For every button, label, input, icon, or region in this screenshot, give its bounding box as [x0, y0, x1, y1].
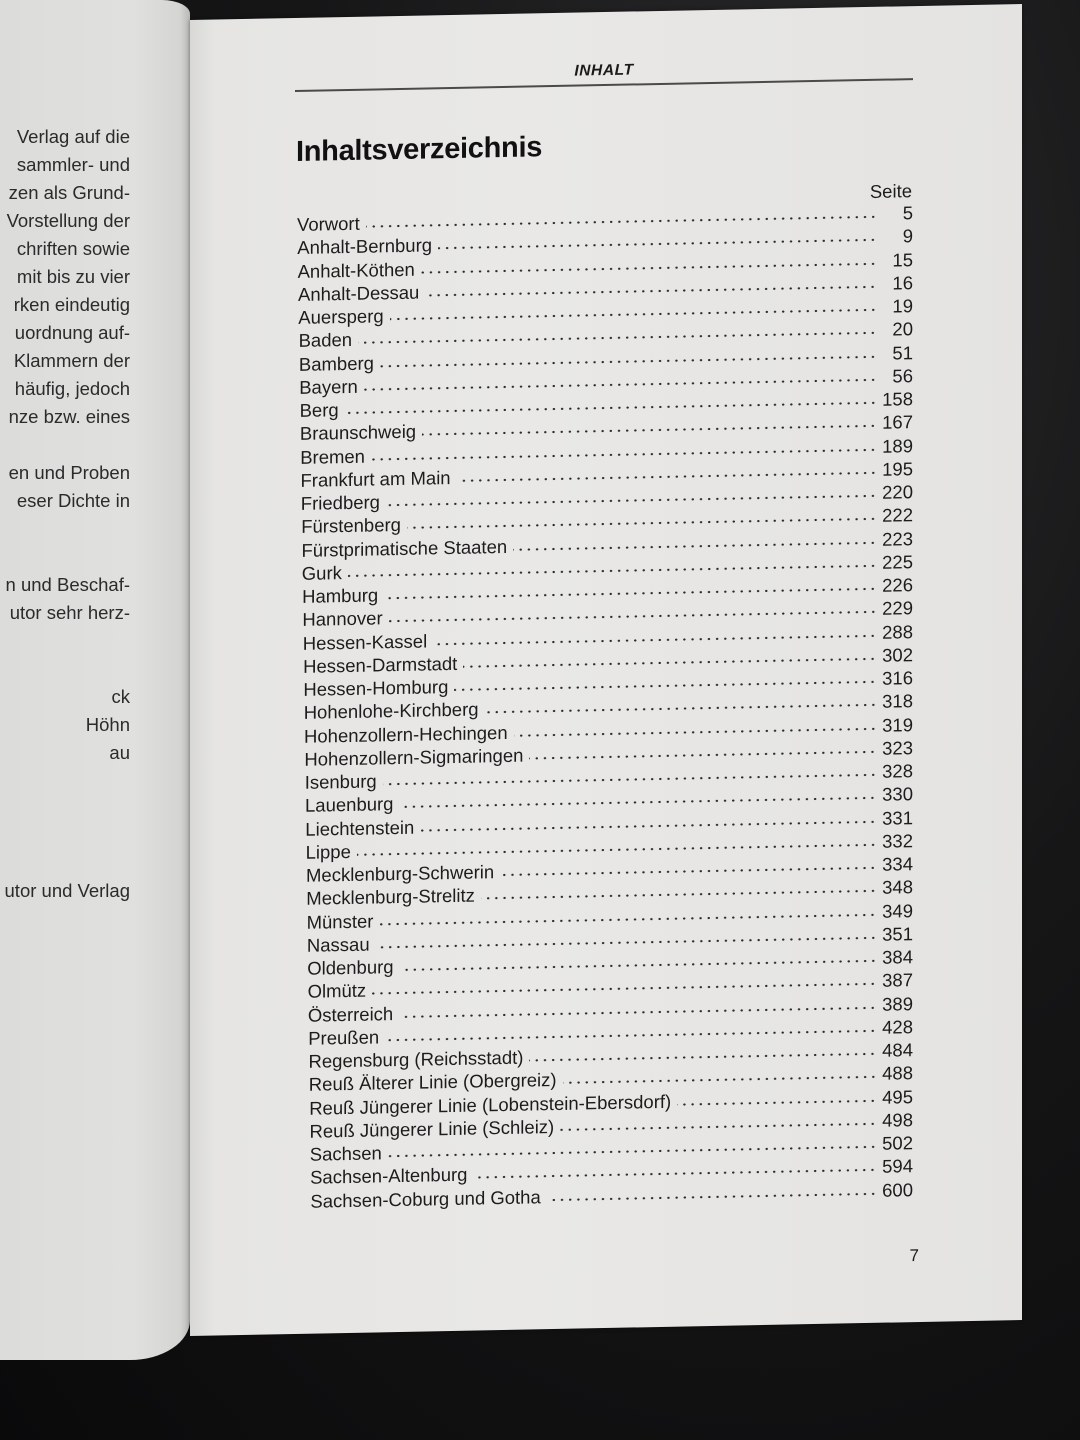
toc-entry-page: 225 — [882, 550, 913, 573]
toc-entry-label: Hessen-Kassel — [302, 629, 428, 654]
toc-entry-page: 389 — [882, 992, 913, 1015]
dot-leader — [529, 1051, 877, 1064]
dot-leader — [560, 1121, 877, 1133]
toc-entry-label: Bremen — [300, 445, 365, 468]
toc-entry-page: 332 — [882, 829, 913, 852]
toc-entry-page: 9 — [902, 225, 913, 247]
toc-entry-page: 348 — [882, 876, 913, 898]
toc-entry-page: 384 — [882, 946, 913, 968]
toc-entry-label: Anhalt-Bernburg — [297, 234, 433, 259]
left-page-line: nze bzw. eines — [8, 406, 130, 427]
toc-entry-page: 331 — [882, 806, 913, 829]
toc-entry-label: Bayern — [299, 375, 358, 398]
left-page-line: ck — [111, 686, 130, 707]
left-page-line: uordnung auf- — [14, 322, 130, 343]
toc-entry-label: Oldenburg — [307, 956, 394, 979]
toc-entry-label: Preußen — [308, 1026, 380, 1049]
toc-entry-page: 226 — [882, 574, 913, 596]
toc-entry-page: 387 — [882, 969, 913, 991]
left-page-line: rken eindeutig — [13, 294, 130, 315]
toc-entry-label: Hohenzollern-Hechingen — [304, 721, 508, 747]
toc-entry-label: Lauenburg — [305, 793, 394, 817]
toc-entry-page: 323 — [882, 736, 913, 759]
toc-entry-page: 316 — [882, 667, 913, 689]
toc-entry-label: Frankfurt am Main — [300, 466, 451, 491]
dot-leader — [454, 679, 877, 693]
toc-entry-label: Mecklenburg-Schwerin — [306, 861, 495, 886]
toc-entry-page: 351 — [882, 922, 913, 945]
dot-leader — [513, 539, 877, 552]
left-page-line: häufig, jedoch — [14, 378, 130, 399]
toc-entry-page: 334 — [882, 853, 913, 875]
toc-entry-label: Reuß Älterer Linie (Obergreiz) — [308, 1069, 557, 1095]
toc-entry-label: Friedberg — [300, 491, 380, 514]
left-page-line: n und Beschaf- — [5, 574, 130, 595]
dot-leader — [481, 888, 877, 902]
toc-list — [297, 202, 913, 1214]
dot-leader — [529, 749, 877, 762]
left-page-line: au — [109, 742, 130, 763]
toc-entry-label: Hessen-Darmstadt — [303, 652, 458, 677]
page-title: Inhaltsverzeichnis — [296, 131, 543, 168]
toc-entry-page: 328 — [882, 760, 913, 782]
right-book-page — [190, 4, 1022, 1336]
toc-entry-label: Sachsen — [309, 1142, 382, 1165]
toc-entry-page: 15 — [892, 248, 913, 271]
toc-entry-label: Hamburg — [302, 584, 379, 607]
toc-entry-label: Hohenzollern-Sigmaringen — [304, 744, 524, 770]
toc-entry-label: Hohenlohe-Kirchberg — [303, 698, 479, 724]
toc-entry-label: Bamberg — [298, 351, 374, 375]
dot-leader — [485, 702, 877, 716]
toc-entry-page: 195 — [882, 457, 913, 480]
toc-entry-page: 158 — [882, 388, 913, 410]
toc-entry-label: Sachsen-Coburg und Gotha — [310, 1185, 541, 1212]
toc-entry-label: Anhalt-Dessau — [298, 281, 420, 305]
toc-entry-label: Hannover — [302, 607, 383, 631]
left-page-line: zen als Grund- — [8, 182, 130, 203]
toc-entry-label: Sachsen-Altenburg — [310, 1163, 468, 1188]
dot-leader — [500, 865, 877, 878]
toc-entry-page: 16 — [892, 271, 913, 294]
toc-entry-page: 428 — [882, 1015, 913, 1038]
left-page-line: mit bis zu vier — [16, 266, 130, 287]
toc-entry-label: Berg — [299, 399, 339, 421]
toc-entry-label: Fürstprimatische Staaten — [301, 535, 508, 561]
toc-entry-page: 5 — [902, 202, 913, 224]
left-page-line: Klammern der — [13, 350, 130, 371]
left-page-line: Höhn — [85, 714, 130, 735]
dot-leader — [433, 632, 877, 647]
toc-entry-page: 220 — [882, 481, 913, 503]
toc-entry-page: 600 — [882, 1178, 913, 1201]
toc-entry-label: Reuß Jüngerer Linie (Schleiz) — [309, 1115, 555, 1142]
toc-entry-page: 302 — [882, 643, 913, 666]
toc-entry-label: Lippe — [305, 840, 351, 863]
toc-entry-page: 19 — [892, 295, 913, 317]
dot-leader — [514, 725, 877, 738]
toc-entry-label: Gurk — [301, 561, 342, 584]
toc-entry-label: Fürstenberg — [301, 514, 401, 538]
toc-entry-label: Mecklenburg-Strelitz — [306, 884, 475, 910]
toc-entry-label: Österreich — [307, 1002, 394, 1026]
page-number: 7 — [909, 1246, 919, 1266]
toc-entry-label: Braunschweig — [299, 420, 417, 445]
toc-entry-page: 20 — [892, 318, 913, 340]
toc-entry-page: 594 — [882, 1155, 913, 1177]
toc-entry-page: 56 — [892, 364, 913, 387]
toc-entry-label: Liechtenstein — [305, 816, 415, 840]
left-page-line: Verlag auf die — [16, 126, 130, 147]
toc-entry-label: Hessen-Homburg — [303, 676, 449, 700]
toc-entry-label: Isenburg — [304, 770, 377, 793]
left-book-page — [0, 0, 190, 1360]
dot-leader — [438, 237, 877, 251]
left-page-line: sammler- und — [16, 154, 130, 175]
page-gutter-shadow — [180, 0, 190, 1360]
dot-leader — [421, 260, 877, 275]
left-page-line: Vorstellung der — [6, 210, 130, 231]
toc-entry-label: Regensburg (Reichsstadt) — [308, 1046, 524, 1072]
toc-entry-page: 484 — [882, 1039, 913, 1061]
toc-entry-label: Vorwort — [297, 212, 360, 235]
toc-entry-page: 167 — [882, 411, 913, 433]
toc-entry-page: 189 — [882, 434, 913, 457]
dot-leader — [463, 656, 877, 670]
dot-leader — [563, 1074, 877, 1086]
toc-entry-page: 488 — [882, 1062, 913, 1084]
toc-entry-page: 498 — [882, 1108, 913, 1131]
toc-entry-page: 229 — [882, 597, 913, 619]
toc-entry-page: 495 — [882, 1085, 913, 1108]
left-page-line: en und Proben — [8, 462, 130, 483]
dot-leader — [677, 1097, 877, 1107]
left-page-line: eser Dichte in — [16, 490, 130, 511]
toc-entry-label: Nassau — [306, 933, 370, 956]
toc-entry-label: Anhalt-Köthen — [297, 258, 415, 282]
left-page-line: utor und Verlag — [4, 880, 130, 901]
dot-leader — [425, 284, 877, 299]
running-head: INHALT — [574, 61, 634, 80]
left-page-line: utor sehr herz- — [9, 602, 130, 623]
toc-entry-label: Baden — [298, 329, 353, 352]
dot-leader — [547, 1190, 877, 1202]
toc-entry-page: 288 — [882, 620, 913, 643]
page-column-header: Seite — [869, 180, 912, 202]
toc-entry-label: Olmütz — [307, 979, 367, 1002]
dot-leader — [457, 470, 877, 484]
toc-entry-page: 319 — [882, 713, 913, 736]
dot-leader — [473, 1167, 877, 1181]
toc-entry-page: 51 — [892, 341, 913, 364]
toc-entry-label: Münster — [306, 909, 374, 933]
toc-entry-label: Reuß Jüngerer Linie (Lobenstein-Ebersdorf) — [309, 1090, 672, 1119]
toc-entry-page: 349 — [882, 899, 913, 922]
toc-entry-page: 330 — [882, 783, 913, 805]
toc-entry-page: 222 — [882, 504, 913, 526]
toc-entry-label: Auersperg — [298, 305, 384, 328]
toc-entry-page: 223 — [882, 527, 913, 550]
toc-entry-page: 502 — [882, 1132, 913, 1154]
left-page-line: chriften sowie — [16, 238, 130, 259]
dot-leader — [422, 423, 877, 438]
toc-entry-page: 318 — [882, 690, 913, 712]
